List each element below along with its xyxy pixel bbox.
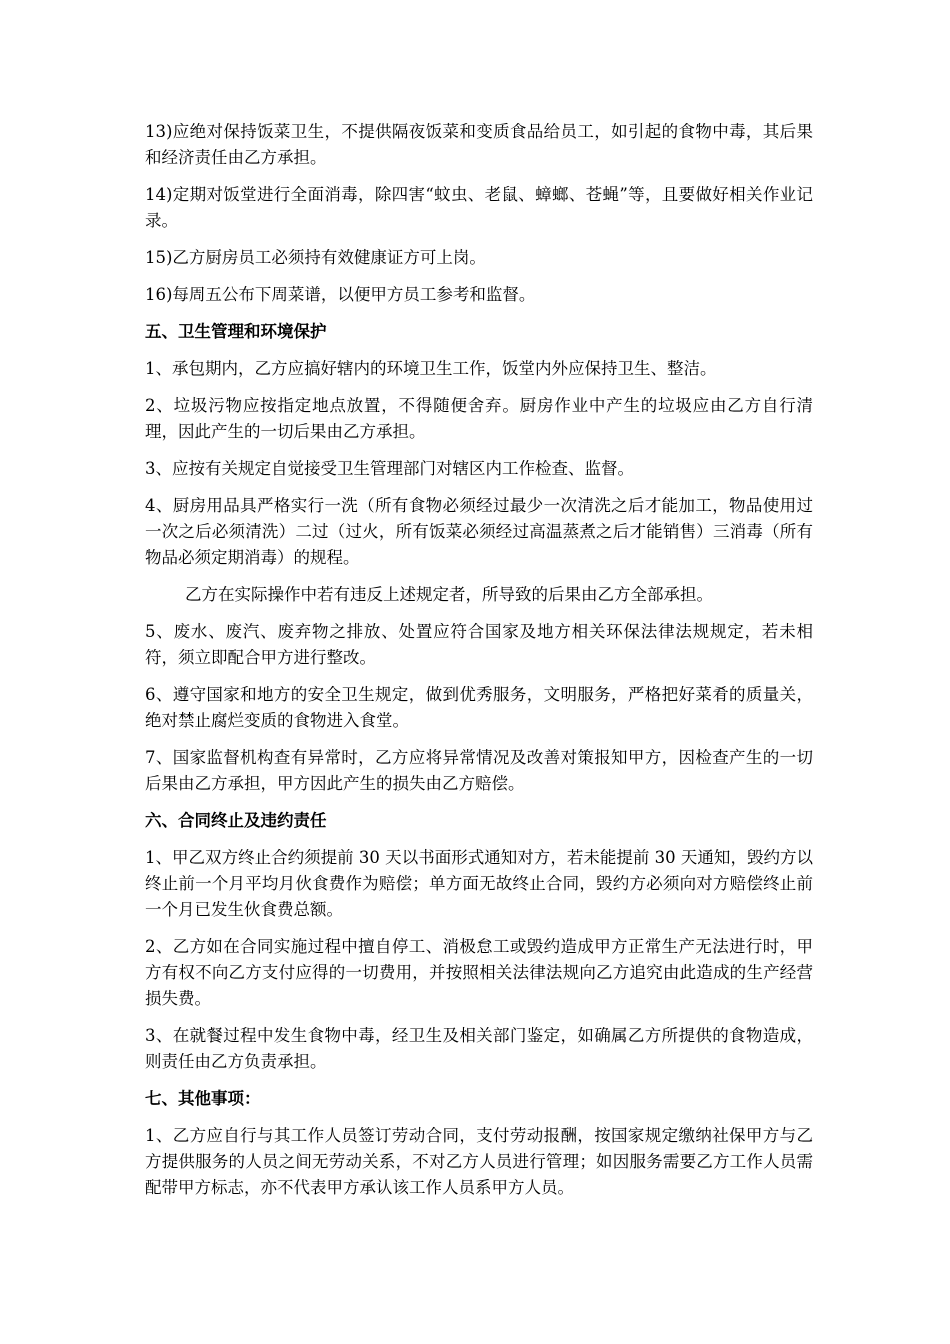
- section-7-item-1: 1、乙方应自行与其工作人员签订劳动合同，支付劳动报酬，按国家规定缴纳社保甲方与乙方提供服务的人员之间无劳动关系，不对乙方人员进行管理；如因服务需要乙方工作人员需配带甲方标志，亦不代表甲方承认该工作人员系甲方人员。: [145, 1126, 813, 1197]
- section-5-item-2: 2、垃圾污物应按指定地点放置，不得随便舍弃。厨房作业中产生的垃圾应由乙方自行清理，因此产生的一切后果由乙方承担。: [145, 396, 813, 441]
- section-5-item-7: 7、国家监督机构查有异常时，乙方应将异常情况及改善对策报知甲方，因检查产生的一切后果由乙方承担，甲方因此产生的损失由乙方赔偿。: [145, 748, 813, 793]
- section-6-item-2: 2、乙方如在合同实施过程中擅自停工、消极怠工或毁约造成甲方正常生产无法进行时，甲方有权不向乙方支付应得的一切费用，并按照相关法律法规向乙方追究由此造成的生产经营损失费。: [145, 937, 813, 1008]
- section-5-item-6: 6、遵守国家和地方的安全卫生规定，做到优秀服务，文明服务，严格把好菜肴的质量关，绝对禁止腐烂变质的食物进入食堂。: [145, 685, 813, 730]
- section-6-item-1: 1、甲乙双方终止合约须提前 30 天以书面形式通知对方，若未能提前 30 天通知，毁约方以终止前一个月平均月伙食费作为赔偿；单方面无故终止合同，毁约方必须向对方赔偿终止前一个月已发生伙食费总额。: [145, 848, 813, 919]
- section-5-heading: 五、卫生管理和环境保护: [145, 322, 327, 341]
- section-5-item-1: 1、承包期内，乙方应搞好辖内的环境卫生工作，饭堂内外应保持卫生、整洁。: [145, 359, 717, 378]
- section-5-note: 乙方在实际操作中若有违反上述规定者，所导致的后果由乙方全部承担。: [185, 585, 713, 604]
- document-page: [145, 119, 813, 1201]
- section-6-heading: 六、合同终止及违约责任: [145, 811, 327, 830]
- clause-15: 15)乙方厨房员工必须持有效健康证方可上岗。: [145, 248, 486, 267]
- section-5-item-3: 3、应按有关规定自觉接受卫生管理部门对辖区内工作检查、监督。: [145, 459, 634, 478]
- section-5-item-5: 5、废水、废汽、废弃物之排放、处置应符合国家及地方相关环保法律法规规定，若未相符，须立即配合甲方进行整改。: [145, 622, 813, 667]
- clause-14: 14)定期对饭堂进行全面消毒，除四害“蚊虫、老鼠、蟑螂、苍蝇”等，且要做好相关作业记录。: [145, 185, 813, 230]
- section-7-heading: 七、其他事项：: [145, 1089, 261, 1108]
- clause-13: 13)应绝对保持饭菜卫生，不提供隔夜饭菜和变质食品给员工，如引起的食物中毒，其后果和经济责任由乙方承担。: [145, 122, 813, 167]
- section-5-item-4: 4、厨房用品具严格实行一洗（所有食物必须经过最少一次清洗之后才能加工，物品使用过一次之后必须清洗）二过（过火，所有饭菜必须经过高温蒸煮之后才能销售）三消毒（所有物品必须定期消毒）的规程。: [145, 496, 813, 567]
- clause-16: 16)每周五公布下周菜谱，以便甲方员工参考和监督。: [145, 285, 536, 304]
- section-6-item-3: 3、在就餐过程中发生食物中毒，经卫生及相关部门鉴定，如确属乙方所提供的食物造成，则责任由乙方负责承担。: [145, 1026, 813, 1071]
